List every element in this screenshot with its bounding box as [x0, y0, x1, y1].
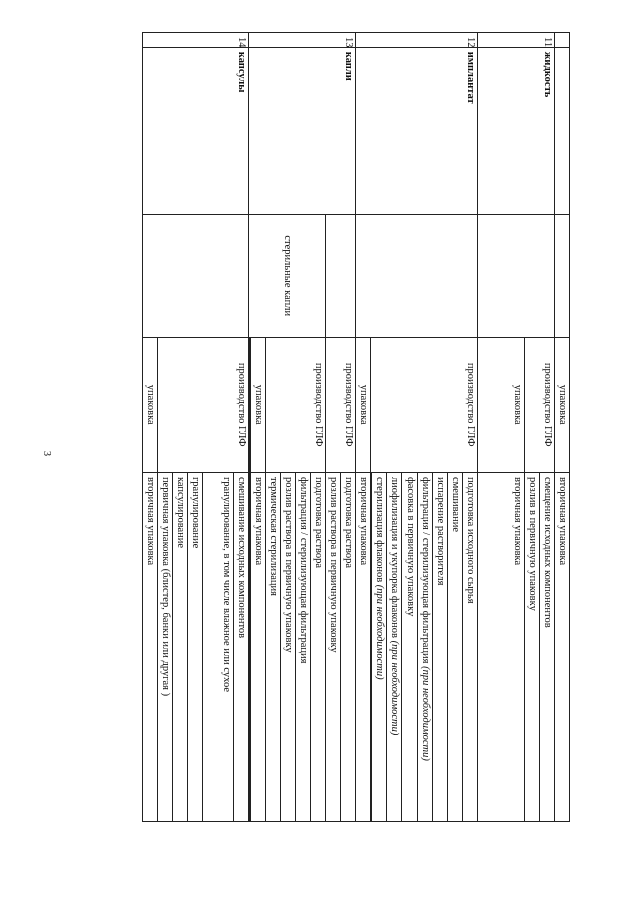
- sub-form: [477, 214, 554, 337]
- stage-cell: [248, 337, 249, 472]
- operation-cell: капсулирование: [172, 472, 187, 821]
- operation-cell: вторичная упаковка: [250, 472, 265, 821]
- operation-cell: розлив в первичную упаковку: [524, 472, 539, 821]
- operation-cell: [371, 472, 372, 821]
- operation-cell: смешивание: [447, 472, 462, 821]
- stage-cell: упаковка: [477, 337, 524, 472]
- operation-cell: подготовка раствора: [311, 472, 326, 821]
- operation-cell: [249, 472, 250, 821]
- operation-cell: розлив раствора в первичную упаковку: [281, 472, 296, 821]
- operation-cell: испарение растворителя: [432, 472, 447, 821]
- operation-cell: вторичная упаковка: [477, 472, 524, 821]
- stage-cell: производство ГЛФ: [524, 337, 554, 472]
- op-note: (при необходимости): [374, 584, 386, 680]
- operation-cell: вторичная упаковка: [142, 472, 157, 821]
- operation-cell: гранулирование: [187, 472, 202, 821]
- operation-cell: подготовка раствора: [341, 472, 356, 821]
- table-row: [539, 33, 554, 822]
- operation-cell: подготовка исходного сырья: [462, 472, 477, 821]
- table-row: [554, 33, 569, 822]
- sub-form: [326, 214, 356, 337]
- stage-cell: упаковка: [250, 337, 265, 472]
- sub-form: [356, 214, 478, 337]
- dosage-form: имплантат: [356, 47, 478, 214]
- operation-cell: гранулирование, в том числе влажное или сухое: [202, 472, 233, 821]
- operation-cell: [387, 472, 402, 821]
- row-number: [554, 33, 569, 48]
- operation-cell: [372, 472, 387, 821]
- operation-cell: первичная упаковка (блистер, банки или другая ): [157, 472, 172, 821]
- page-number: 3: [41, 451, 52, 456]
- op-text: фильтрация / стерилизующая фильтрация: [419, 476, 431, 664]
- dosage-form: жидкость: [477, 47, 554, 214]
- operation-cell: фасовка в первичную упаковку: [402, 472, 417, 821]
- table-row: [341, 33, 356, 822]
- table-row: [233, 33, 248, 822]
- dosage-form: капли: [248, 47, 355, 214]
- stage-cell: упаковка: [356, 337, 371, 472]
- operation-cell: фильтрация / стерилизующая фильтрация: [296, 472, 311, 821]
- stage-cell: производство ГЛФ: [157, 337, 248, 472]
- row-number: 11: [477, 33, 554, 48]
- operation-cell: смешивание исходных компонентов: [233, 472, 248, 821]
- table-row: [462, 33, 477, 822]
- stage-cell: производство ГЛФ: [265, 337, 325, 472]
- row-number: 12: [356, 33, 478, 48]
- row-number: 13: [248, 33, 355, 48]
- operation-cell: вторичная упаковка: [554, 472, 569, 821]
- stage-cell: упаковка: [142, 337, 157, 472]
- dosage-form: [554, 47, 569, 214]
- op-text: стерилизация флаконов: [374, 476, 386, 583]
- stage-cell: упаковка: [554, 337, 569, 472]
- rotated-page: [58, 32, 570, 822]
- stage-cell: производство ГЛФ: [326, 337, 356, 472]
- operation-cell: розлив раствора в первичную упаковку: [326, 472, 341, 821]
- dosage-form: капсулы: [142, 47, 248, 214]
- sub-form: [142, 214, 248, 337]
- op-text: лиофилизация и укупорка флаконов: [389, 476, 401, 638]
- operation-cell: [248, 472, 249, 821]
- op-note: (при необходимости): [389, 640, 401, 736]
- operation-cell: смещение исходных компонентов: [539, 472, 554, 821]
- stage-cell: [249, 337, 250, 472]
- sub-form: [554, 214, 569, 337]
- sub-form: стерильные капли: [248, 214, 325, 337]
- dosage-form-table: [142, 32, 570, 822]
- op-note: (при необходимости): [419, 666, 431, 761]
- stage-cell: производство ГЛФ: [371, 337, 477, 472]
- operation-cell: вторичная упаковка: [356, 472, 371, 821]
- operation-cell: термическая стерилизация: [265, 472, 280, 821]
- row-number: 14: [142, 33, 248, 48]
- operation-cell: [417, 472, 432, 821]
